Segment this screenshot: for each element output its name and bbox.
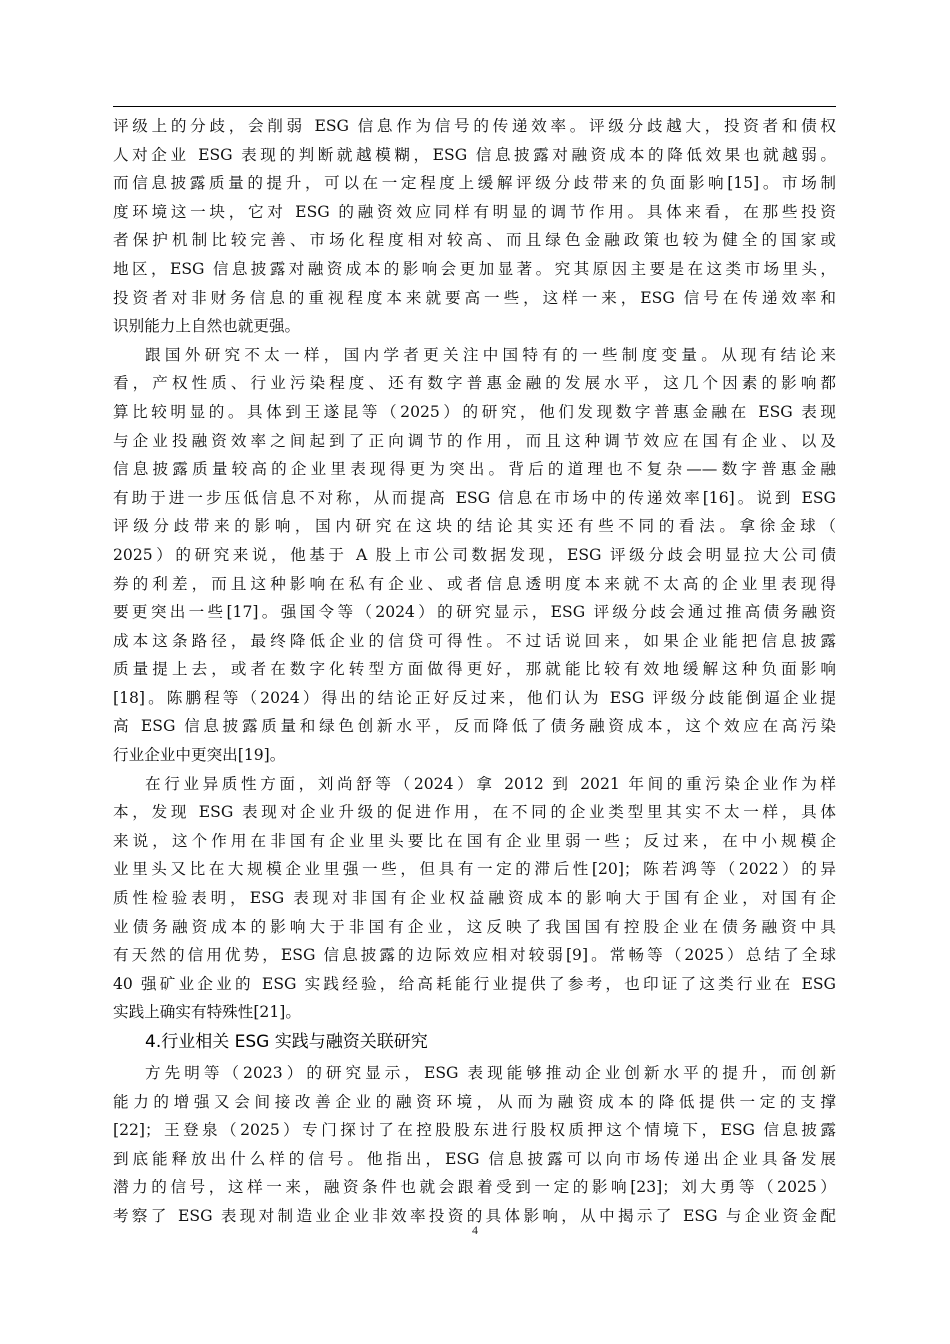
text-line: 实践上确实有特殊性[21]。	[113, 1003, 301, 1022]
text-line: 来说，这个作用在非国有企业里头要比在国有企业里弱一些；反过来，在中小规模企	[113, 831, 836, 850]
text-line: 与企业投融资效率之间起到了正向调节的作用，而且这种调节效应在国有企业、以及	[113, 431, 836, 450]
text-line: 算比较明显的。具体到王遂昆等（2025）的研究，他们发现数字普惠金融在 ESG 表现	[113, 402, 836, 421]
text-line: 到底能释放出什么样的信号。他指出，ESG 信息披露可以向市场传递出企业具备发展	[113, 1149, 836, 1168]
text-line: 度环境这一块，它对 ESG 的融资效应同样有明显的调节作用。具体来看，在那些投资	[113, 202, 836, 221]
paragraph	[113, 1059, 836, 1231]
text-line: 能力的增强又会间接改善企业的融资环境，从而为融资成本的降低提供一定的支撑	[113, 1092, 836, 1111]
text-line: 有助于进一步压低信息不对称，从而提高 ESG 信息在市场中的传递效率[16]。说到 ESG	[113, 488, 836, 507]
text-line: 券的利差，而且这种影响在私有企业、或者信息透明度本来就不太高的企业里表现得	[113, 574, 836, 593]
text-line: 在行业异质性方面，刘尚舒等（2024）拿 2012 到 2021 年间的重污染企业作为样	[145, 774, 836, 793]
text-line: 业债务融资成本的影响大于非国有企业，这反映了我国国有控股企业在债务融资中具	[113, 917, 836, 936]
text-line: 高 ESG 信息披露质量和绿色创新水平，反而降低了债务融资成本，这个效应在高污染	[113, 717, 836, 736]
text-line: 看，产权性质、行业污染程度、还有数字普惠金融的发展水平，这几个因素的影响都	[113, 374, 836, 393]
page-number: 4	[472, 1223, 478, 1237]
text-line: 考察了 ESG 表现对制造业企业非效率投资的具体影响，从中揭示了 ESG 与企业资金配	[113, 1206, 836, 1225]
text-line: 行业企业中更突出[19]。	[113, 746, 286, 765]
text-line: 要更突出一些[17]。强国令等（2024）的研究显示，ESG 评级分歧会通过推高债务融资	[113, 603, 836, 622]
text-line: 成本这条路径，最终降低企业的信贷可得性。不过话说回来，如果企业能把信息披露	[113, 631, 836, 650]
text-line: 地区，ESG 信息披露对融资成本的影响会更加显著。究其原因主要是在这类市场里头，	[113, 259, 836, 278]
paragraph	[113, 770, 836, 1027]
text-line: 质性检验表明，ESG 表现对非国有企业权益融资成本的影响大于国有企业，对国有企	[113, 889, 836, 908]
text-line: 而信息披露质量的提升，可以在一定程度上缓解评级分歧带来的负面影响[15]。市场制	[113, 174, 836, 193]
text-line: 跟国外研究不太一样，国内学者更关注中国特有的一些制度变量。从现有结论来	[145, 345, 836, 364]
text-line: [22]；王登泉（2025）专门探讨了在控股股东进行股权质押这个情境下，ESG 信息披露	[113, 1121, 836, 1140]
text-line: 潜力的信号，这样一来，融资条件也就会跟着受到一定的影响[23]；刘大勇等（2025）	[113, 1178, 836, 1197]
text-line: 业里头又比在大规模企业里强一些，但具有一定的滞后性[20]；陈若鸿等（2022）的异	[113, 860, 836, 879]
text-line: 评级分歧带来的影响，国内研究在这块的结论其实还有些不同的看法。拿徐金球（	[113, 517, 836, 536]
text-line: 本，发现 ESG 表现对企业升级的促进作用，在不同的企业类型里其实不太一样，具体	[113, 803, 836, 822]
section-heading: 4.行业相关 ESG 实践与融资关联研究	[145, 1032, 428, 1052]
paragraph	[113, 341, 836, 770]
text-line: 识别能力上自然也就更强。	[113, 317, 301, 336]
paragraph	[113, 112, 836, 341]
text-line: 40 强矿业企业的 ESG 实践经验，给高耗能行业提供了参考，也印证了这类行业在 ESG	[113, 974, 836, 993]
text-line: 投资者对非财务信息的重视程度本来就要高一些，这样一来，ESG 信号在传递效率和	[113, 288, 836, 307]
text-line: 信息披露质量较高的企业里表现得更为突出。背后的道理也不复杂——数字普惠金融	[113, 460, 836, 479]
text-line: 者保护机制比较完善、市场化程度相对较高、而且绿色金融政策也较为健全的国家或	[113, 231, 836, 250]
text-line: 方先明等（2023）的研究显示，ESG 表现能够推动企业创新水平的提升，而创新	[145, 1064, 836, 1082]
text-line: 2025）的研究来说，他基于 A 股上市公司数据发现，ESG 评级分歧会明显拉大公司债	[113, 545, 836, 564]
text-line: 有天然的信用优势，ESG 信息披露的边际效应相对较弱[9]。常畅等（2025）总结了全球	[113, 946, 836, 965]
document-body	[113, 112, 836, 1231]
text-line: 质量提上去，或者在数字化转型方面做得更好，那就能比较有效地缓解这种负面影响	[113, 660, 836, 679]
text-line: 评级上的分歧，会削弱 ESG 信息作为信号的传递效率。评级分歧越大，投资者和债权	[113, 117, 836, 135]
text-line: [18]。陈鹏程等（2024）得出的结论正好反过来，他们认为 ESG 评级分歧能倒逼企业提	[113, 688, 836, 707]
text-line: 人对企业 ESG 表现的判断就越模糊，ESG 信息披露对融资成本的降低效果也就越弱。	[113, 145, 836, 164]
header-rule	[113, 106, 836, 107]
